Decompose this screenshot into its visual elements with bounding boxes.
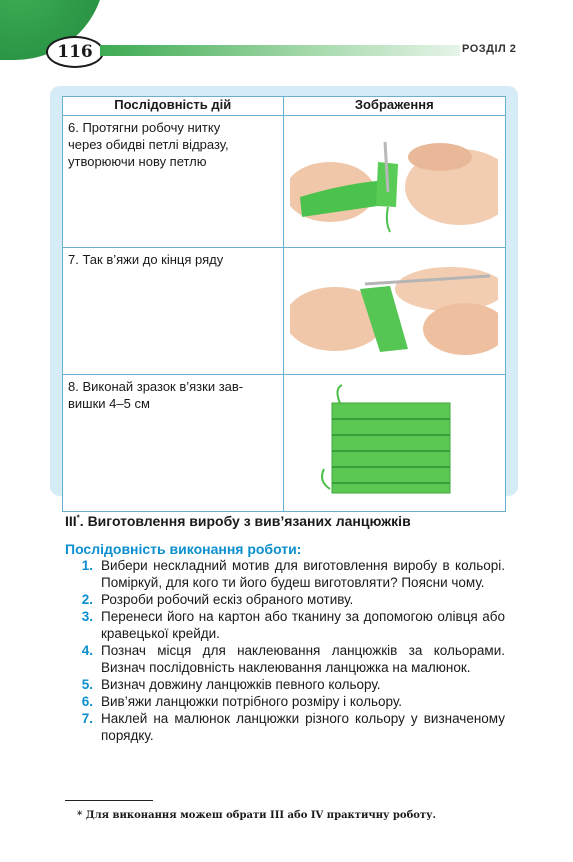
list-item: 5. Визнач довжину ланцюжків певного кольору. [81,677,381,692]
list-item: 3. Перенеси його на картон або тканину за допомогою олівця або кравецької крейди. [81,609,505,641]
section-title: III*. Виготовлення виробу з вив’язаних ланцюжків [65,513,411,529]
col-header-actions: Послідовність дій [63,97,284,116]
sequence-heading: Послідовність виконання роботи: [65,541,302,557]
step-image-cell [283,375,505,512]
crochet-sample-photo [290,381,498,499]
step-image-cell [283,116,505,248]
step-text: 7. Так в’яжи до кінця ряду [63,248,284,375]
list-item: 2. Розроби робочий ескіз обраного мотиву. [81,592,354,607]
steps-table [62,96,506,512]
step-image-cell [283,248,505,375]
table-header-row [63,97,506,116]
work-steps-list [65,557,505,744]
step-text: 8. Виконай зразок в’язки зав- вишки 4–5 см [63,375,284,512]
section-label: РОЗДІЛ 2 [462,43,517,55]
page-number: 116 [46,36,104,68]
table-row [63,248,506,375]
header-bar [100,45,460,56]
list-item: 6. Вив’яжи ланцюжки потрібного розміру і кольору. [81,694,403,709]
hands-crochet-photo [290,122,498,234]
list-item: 4. Познач місця для наклеювання ланцюжків за кольорами. Визнач послідовність наклеювання ланцюжка на малюнок. [81,643,505,675]
table-row [63,116,506,248]
step-text: 6. Протягни робочу нитку через обидві петлі відразу, утворюючи нову петлю [63,116,284,248]
list-item: 7. Наклей на малюнок ланцюжки різного кольору у визначеному порядку. [81,711,505,743]
footnote: * Для виконання можеш обрати ІІІ або IV практичну роботу. [77,810,436,821]
footnote-rule [65,800,153,801]
list-item: 1. Вибери нескладний мотив для виготовлення виробу в кольорі. Поміркуй, для кого ти його будеш виготовляти? Поясни чому. [81,558,505,590]
table-row [63,375,506,512]
hands-crochet-row-photo [290,254,498,362]
col-header-images: Зображення [283,97,505,116]
